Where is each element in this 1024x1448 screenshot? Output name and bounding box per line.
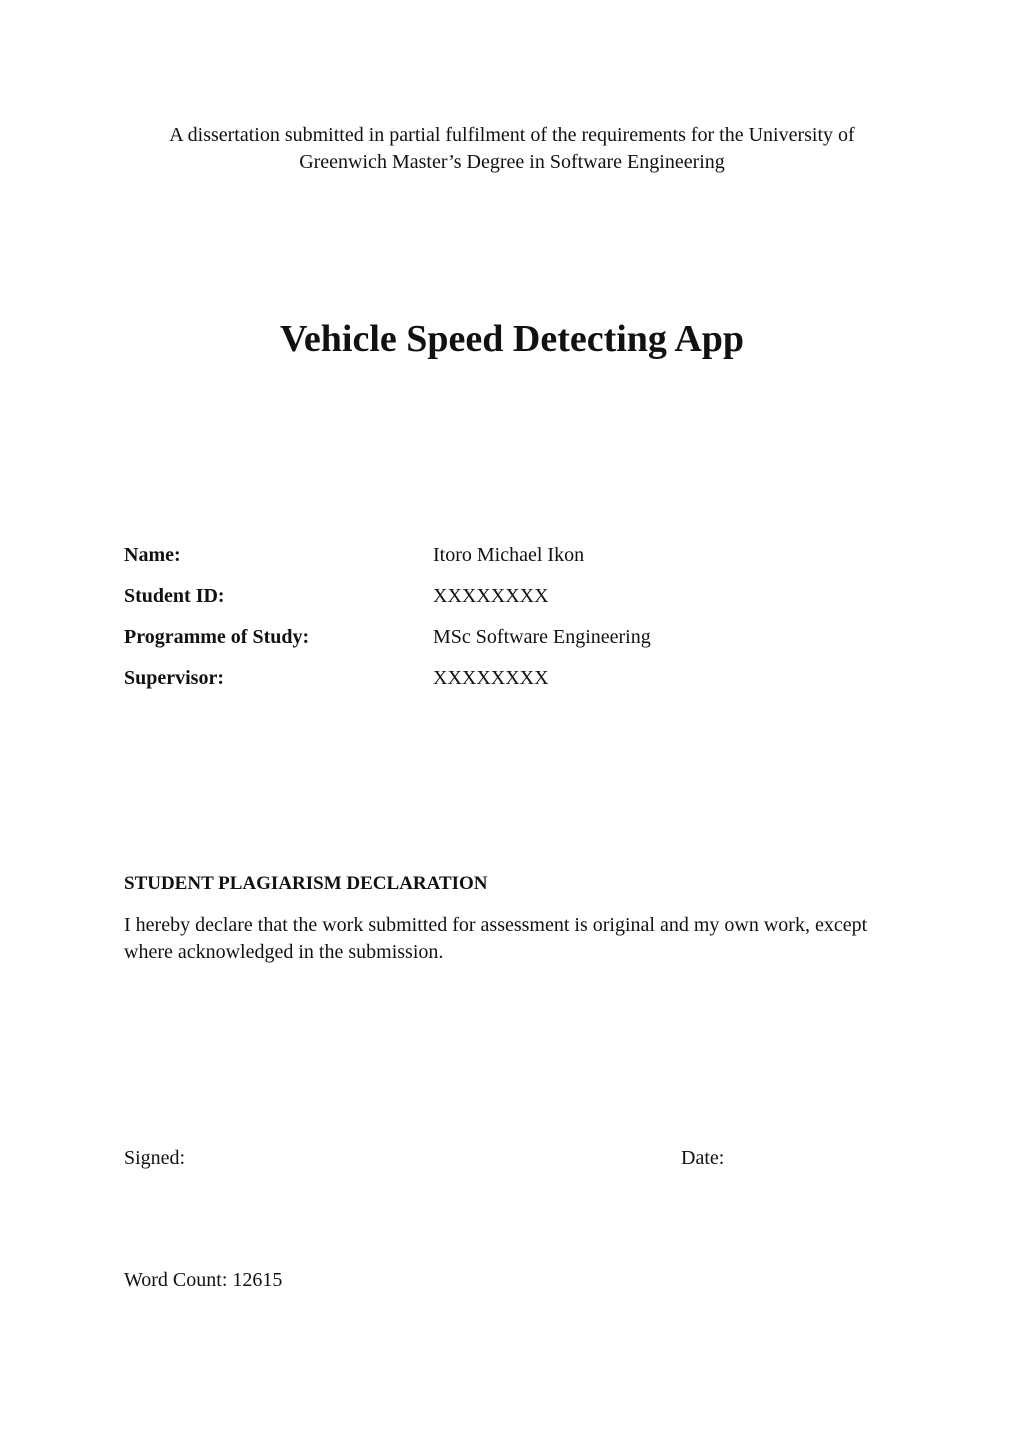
declaration-text: [124, 912, 904, 966]
document-title: Vehicle Speed Detecting App: [279, 318, 745, 360]
info-value: XXXXXXXX: [433, 667, 549, 689]
info-row-supervisor: [124, 665, 904, 691]
info-value: XXXXXXXX: [433, 585, 549, 607]
declaration-text-line-2: where acknowledged in the submission.: [124, 941, 444, 963]
info-row-programme: [124, 624, 904, 650]
info-label: Name:: [124, 544, 181, 566]
dissertation-statement: [120, 122, 904, 176]
signed-label: Signed:: [124, 1147, 186, 1169]
declaration-heading: STUDENT PLAGIARISM DECLARATION: [124, 873, 488, 894]
info-label: Programme of Study:: [124, 626, 310, 648]
declaration-text-line-1: I hereby declare that the work submitted for assessment is original and my own work, except: [124, 914, 868, 936]
info-row-student-id: [124, 583, 904, 609]
date-label: Date:: [681, 1147, 725, 1169]
info-value: MSc Software Engineering: [433, 626, 651, 648]
info-value: Itoro Michael Ikon: [433, 544, 585, 566]
info-label: Supervisor:: [124, 667, 224, 689]
dissertation-statement-line-2: Greenwich Master’s Degree in Software Engineering: [299, 151, 725, 173]
word-count: Word Count: 12615: [124, 1269, 283, 1291]
dissertation-statement-line-1: A dissertation submitted in partial fulfilment of the requirements for the University of: [169, 124, 855, 146]
info-row-name: [124, 542, 904, 568]
info-label: Student ID:: [124, 585, 225, 607]
